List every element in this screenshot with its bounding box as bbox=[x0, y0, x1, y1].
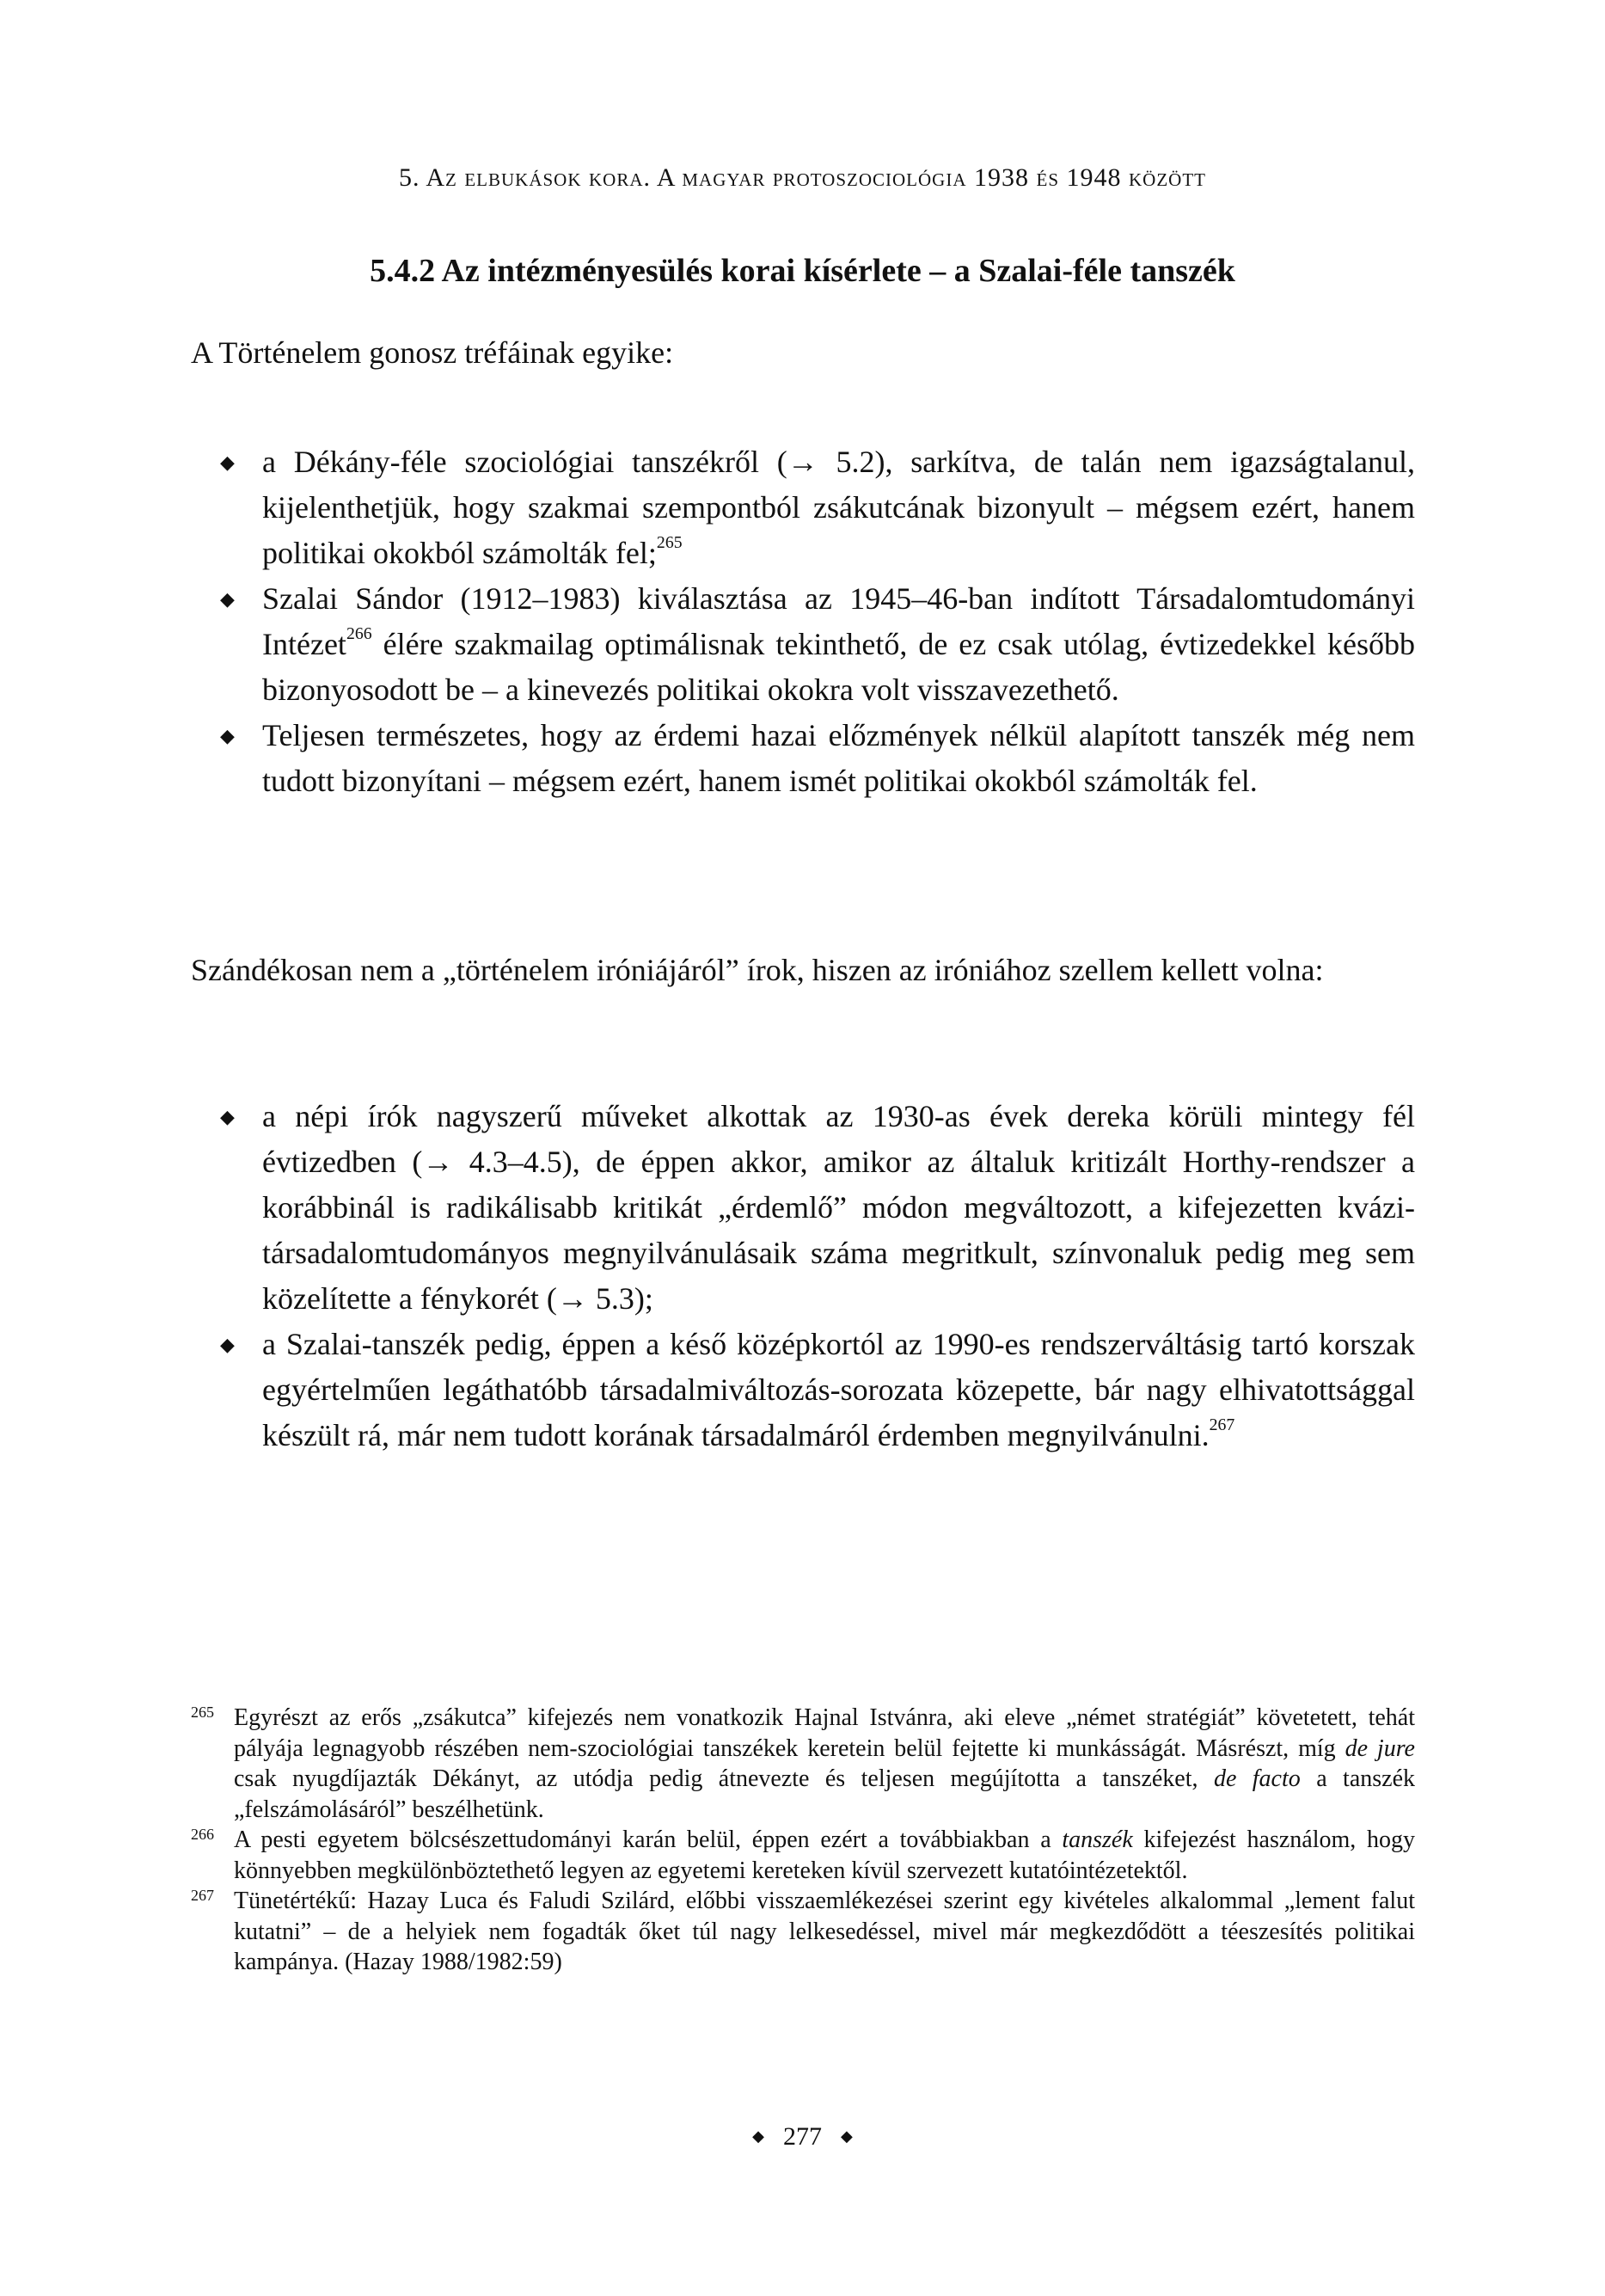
list-item-text: Teljesen természetes, hogy az érdemi hazai előzmények nélkül alapított tanszék még nem tudott bizonyítani – mégsem ezért, hanem ismét politikai okokból számolták fel. bbox=[262, 718, 1415, 798]
list-item-text: a népi írók nagyszerű műveket alkottak az 1930-as évek dereka körüli mintegy fél évtizedben (→ 4.3–4.5), de éppen akkor, amikor az általuk kritizált Horthy-rendszer a korábbinál is radikálisabb kritikát „érdemlő” módon megváltozott, a kifejezetten kvázi-társadalomtudományos megnyilvánulásaik száma megritkult, színvonaluk pedig meg sem közelítette a fénykorét (→ 5.3); bbox=[262, 1099, 1415, 1316]
diamond-bullet-icon: ◆ bbox=[220, 1106, 235, 1127]
list-item-text: a Szalai-tanszék pedig, éppen a késő középkortól az 1990-es rendszerváltásig tartó korszak egyértelműen legáthatóbb társadalmiváltozás-sorozata közepette, bár nagy elhivatottsággal készült rá, már nem tudott korának társadalmáról érdemben megnyilvánulni. bbox=[262, 1327, 1415, 1452]
diamond-bullet-icon: ◆ bbox=[220, 725, 235, 746]
footnote-ref-265[interactable]: 265 bbox=[656, 533, 683, 553]
bullet-list-1 bbox=[191, 439, 1415, 804]
list-item bbox=[191, 576, 1415, 713]
footnote-266 bbox=[191, 1825, 1415, 1886]
footnote-text: kifejezést használom, hogy könnyebben megkülönböztethető legyen az egyetemi kereteken kívül szervezett kutatóintézetektől. bbox=[234, 1826, 1415, 1884]
list-item bbox=[191, 713, 1415, 804]
footnote-text: Egyrészt az erős „zsákutca” kifejezés nem vonatkozik Hajnal Istvánra, aki eleve „német stratégiát” követetett, tehát pályája legnagyobb részében nem-szociológiai tanszékek keretein belül fejtette ki munkásságát. Másrészt, míg bbox=[234, 1704, 1415, 1762]
bullet-list-2 bbox=[191, 1094, 1415, 1458]
footnote-number: 266 bbox=[191, 1826, 214, 1843]
running-header: 5. Az elbukások kora. A magyar protoszociológia 1938 és 1948 között bbox=[399, 163, 1206, 192]
list-item bbox=[191, 1322, 1415, 1458]
diamond-bullet-icon: ◆ bbox=[220, 588, 235, 610]
footnote-267 bbox=[191, 1886, 1415, 1978]
footnote-number: 265 bbox=[191, 1704, 214, 1721]
footnote-text: a tanszék „felszámolásáról” beszélhetünk. bbox=[234, 1765, 1415, 1823]
footnote-ref-266[interactable]: 266 bbox=[346, 624, 372, 644]
footnote-265 bbox=[191, 1703, 1415, 1825]
list-item bbox=[191, 439, 1415, 576]
diamond-ornament-icon: ◆ bbox=[841, 2127, 853, 2145]
list-item bbox=[191, 1094, 1415, 1322]
list-item-text: a Dékány-féle szociológiai tanszékről (→ 5.2), sarkítva, de talán nem igazságtalanul, kijelenthetjük, hogy szakmai szempontból zsákutcának bizonyult – mégsem ezért, hanem politikai okokból számolták fel; bbox=[262, 445, 1415, 570]
page-number bbox=[0, 2122, 1605, 2152]
diamond-ornament-icon: ◆ bbox=[752, 2127, 764, 2145]
footnote-text: Tünetértékű: Hazay Luca és Faludi Szilárd, előbbi visszaemlékezései szerint egy kivételes alkalommal „lement falut kutatni” – de a helyiek nem fogadták őket túl nagy lelkesedéssel, mivel már megkezdődött a téeszesítés politikai kampánya. (Hazay 1988/1982:59) bbox=[234, 1888, 1415, 1975]
intro-paragraph-1: A Történelem gonosz tréfáinak egyike: bbox=[191, 335, 674, 370]
footnote-number: 267 bbox=[191, 1887, 214, 1904]
footnote-italic: de jure bbox=[1345, 1734, 1415, 1762]
diamond-bullet-icon: ◆ bbox=[220, 1334, 235, 1355]
intro-paragraph-2: Szándékosan nem a „történelem iróniájáról” írok, hiszen az iróniához szellem kellett volna: bbox=[191, 953, 1324, 987]
footnote-italic: tanszék bbox=[1062, 1826, 1133, 1853]
list-item-text: Szalai Sándor (1912–1983) kiválasztása az 1945–46-ban indított Társadalomtudományi Intézet bbox=[262, 581, 1415, 661]
page-number-value: 277 bbox=[783, 2122, 822, 2151]
section-title: 5.4.2 Az intézményesülés korai kísérlete – a Szalai-féle tanszék bbox=[370, 253, 1235, 289]
footnote-ref-267[interactable]: 267 bbox=[1209, 1415, 1235, 1435]
list-item-text: élére szakmailag optimálisnak tekinthető, de ez csak utólag, évtizedekkel később bizonyosodott be – a kinevezés politikai okokra volt visszavezethető. bbox=[262, 627, 1415, 707]
footnotes bbox=[191, 1703, 1415, 1978]
footnote-text: A pesti egyetem bölcsészettudományi karán belül, éppen ezért a továbbiakban a bbox=[234, 1826, 1063, 1853]
footnote-text: csak nyugdíjazták Dékányt, az utódja pedig átnevezte és teljesen megújította a tanszéket, bbox=[234, 1765, 1214, 1792]
footnote-italic: de facto bbox=[1213, 1765, 1301, 1792]
diamond-bullet-icon: ◆ bbox=[220, 451, 235, 473]
